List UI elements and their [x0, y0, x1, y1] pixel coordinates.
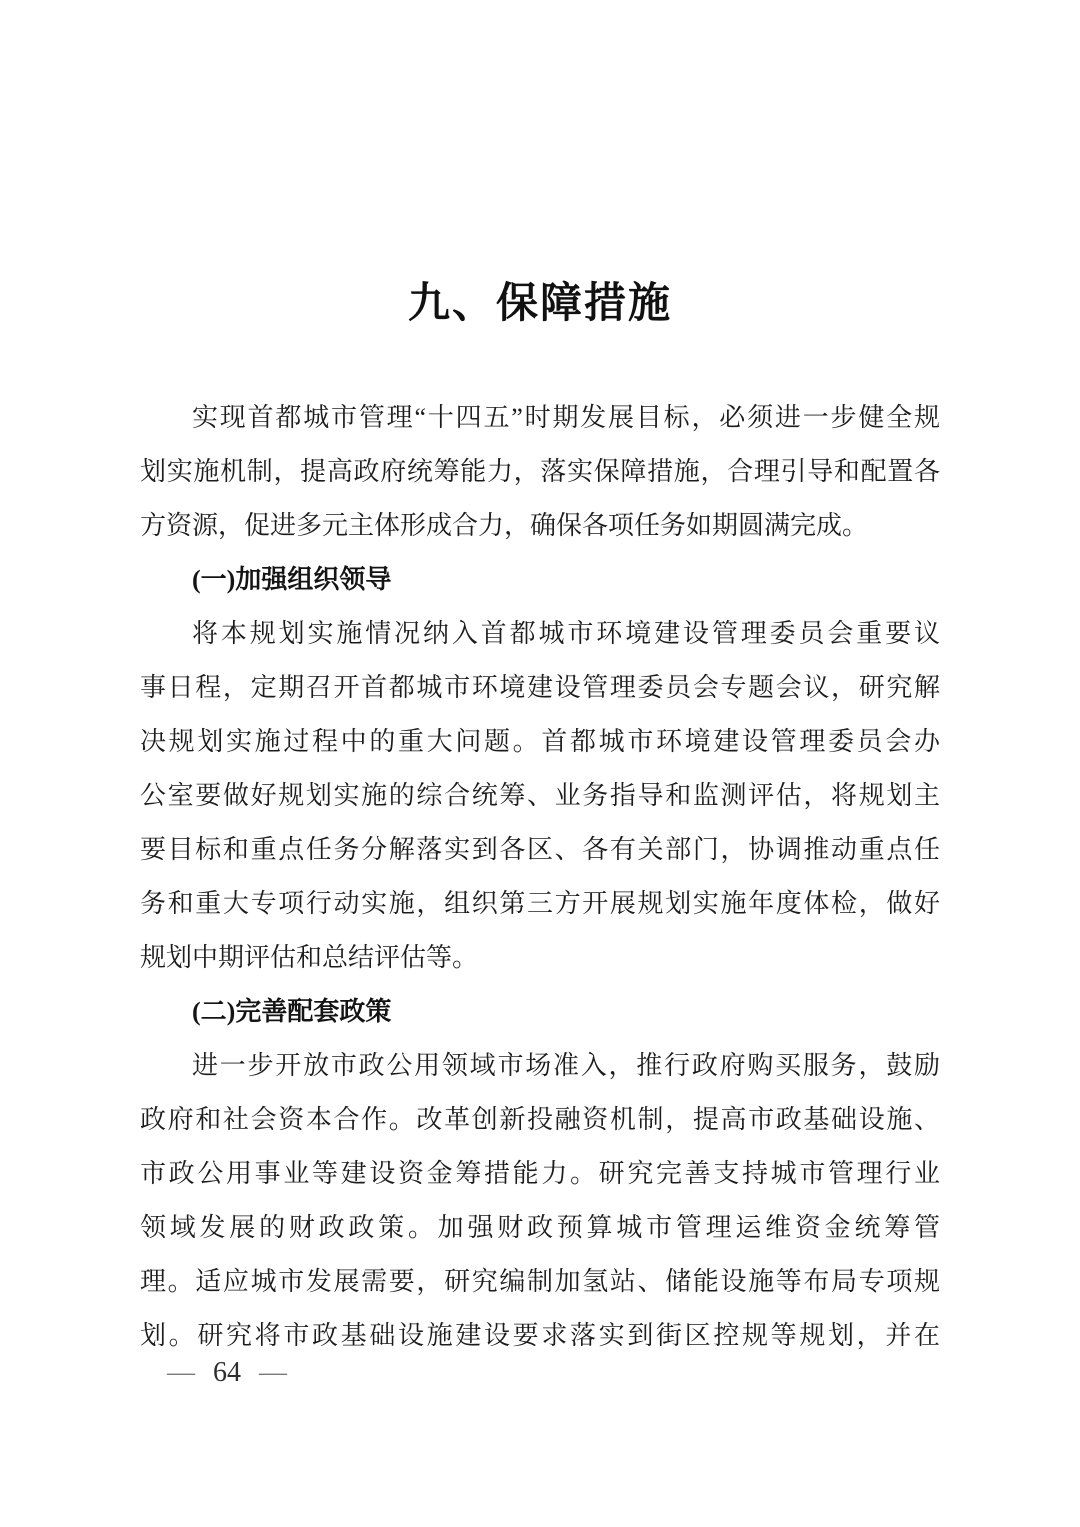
text-line: 方资源，促进多元主体形成合力，确保各项任务如期圆满完成。 — [140, 511, 869, 540]
text-line: 要目标和重点任务分解落实到各区、各有关部门，协调推动重点任 — [140, 835, 940, 864]
text-line: 划。研究将市政基础设施建设要求落实到街区控规等规划，并在 — [140, 1321, 940, 1350]
section-heading: (一)加强组织领导 — [192, 565, 392, 594]
section-heading: (二)完善配套政策 — [192, 997, 392, 1026]
text-line: 划实施机制，提高政府统筹能力，落实保障措施，合理引导和配置各 — [140, 457, 940, 486]
text-line: 政府和社会资本合作。改革创新投融资机制，提高市政基础设施、 — [140, 1105, 940, 1134]
page-number: 64 — [213, 1357, 241, 1388]
text-line: 领域发展的财政政策。加强财政预算城市管理运维资金统筹管 — [140, 1213, 940, 1242]
text-line: 进一步开放市政公用领域市场准入，推行政府购买服务，鼓励 — [192, 1051, 940, 1080]
document-body — [140, 391, 940, 1363]
text-line: 将本规划实施情况纳入首都城市环境建设管理委员会重要议 — [192, 619, 940, 648]
text-line: 事日程，定期召开首都城市环境建设管理委员会专题会议，研究解 — [140, 673, 940, 702]
page-title: 九、保障措施 — [407, 281, 672, 327]
text-line: 规划中期评估和总结评估等。 — [140, 943, 479, 972]
footer-dash-left: — — [167, 1357, 195, 1388]
text-line: 决规划实施过程中的重大问题。首都城市环境建设管理委员会办 — [140, 727, 940, 756]
text-line: 务和重大专项行动实施，组织第三方开展规划实施年度体检，做好 — [140, 889, 940, 918]
text-line: 市政公用事业等建设资金筹措能力。研究完善支持城市管理行业 — [140, 1159, 940, 1188]
footer-dash-right: — — [259, 1357, 287, 1388]
text-line: 理。适应城市发展需要，研究编制加氢站、储能设施等布局专项规 — [140, 1267, 940, 1296]
text-line: 实现首都城市管理“十四五”时期发展目标，必须进一步健全规 — [192, 403, 940, 432]
text-line: 公室要做好规划实施的综合统筹、业务指导和监测评估，将规划主 — [140, 781, 940, 810]
page-footer — [167, 1356, 287, 1390]
